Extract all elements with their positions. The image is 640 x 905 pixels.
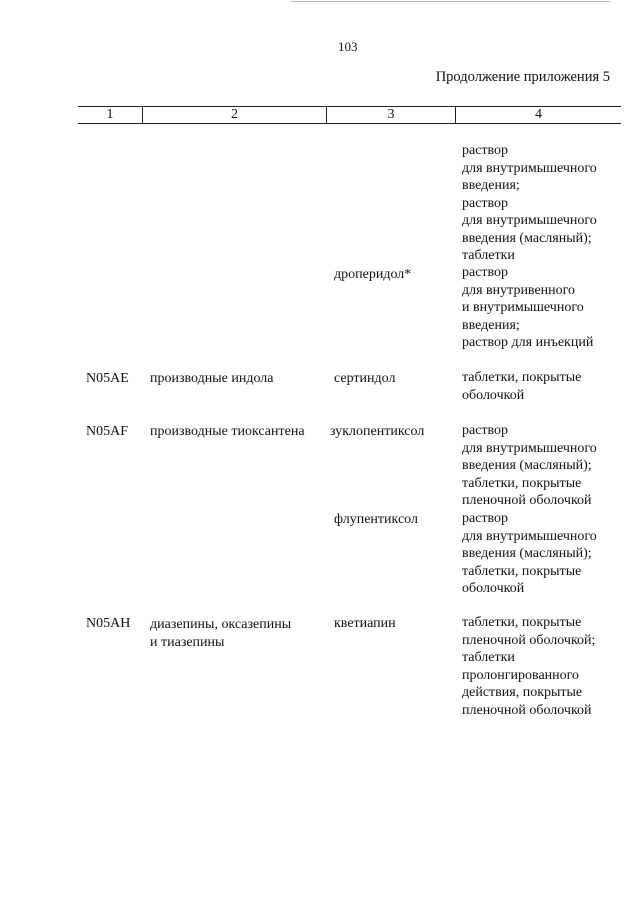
- pharmacological-group: производные тиоксантена: [150, 424, 305, 439]
- header-col-3: 3: [387, 107, 395, 122]
- top-edge-rule: [290, 1, 610, 2]
- drug-name: дроперидол*: [334, 267, 412, 282]
- drug-name: зуклопентиксол: [330, 424, 425, 439]
- dosage-form: раствор для внутривенного и внутримышечного введения; раствор для инъекций: [462, 265, 594, 350]
- dosage-form: раствор для внутримышечного введения (масляный); таблетки, покрытые оболочкой: [462, 511, 597, 596]
- drug-name: сертиндол: [334, 371, 396, 386]
- pharmacological-group: производные индола: [150, 371, 274, 386]
- header-col-4: 4: [535, 107, 542, 122]
- pharmacological-group: диазепины, оксазепины и тиазепины: [150, 617, 292, 650]
- dosage-form: раствор для внутримышечного введения; раствор для внутримышечного введения (масляный); таблетки: [462, 143, 597, 263]
- drug-name: кветиапин: [334, 616, 396, 631]
- dosage-form: таблетки, покрытые пленочной оболочкой; таблетки пролонгированного действия, покрытые пленочной оболочкой: [462, 615, 596, 718]
- drug-name: флупентиксол: [334, 512, 418, 527]
- page-number: 103: [338, 39, 358, 54]
- atc-code: N05AH: [86, 616, 131, 631]
- table-header-row: [78, 106, 621, 124]
- appendix-caption: Продолжение приложения 5: [435, 69, 610, 85]
- dosage-form: раствор для внутримышечного введения (масляный); таблетки, покрытые пленочной оболочкой: [462, 423, 597, 508]
- dosage-form: таблетки, покрытые оболочкой: [462, 370, 582, 403]
- header-col-1: 1: [106, 107, 114, 122]
- atc-code: N05AE: [86, 371, 129, 386]
- atc-code: N05AF: [86, 424, 129, 439]
- header-col-2: 2: [231, 107, 238, 122]
